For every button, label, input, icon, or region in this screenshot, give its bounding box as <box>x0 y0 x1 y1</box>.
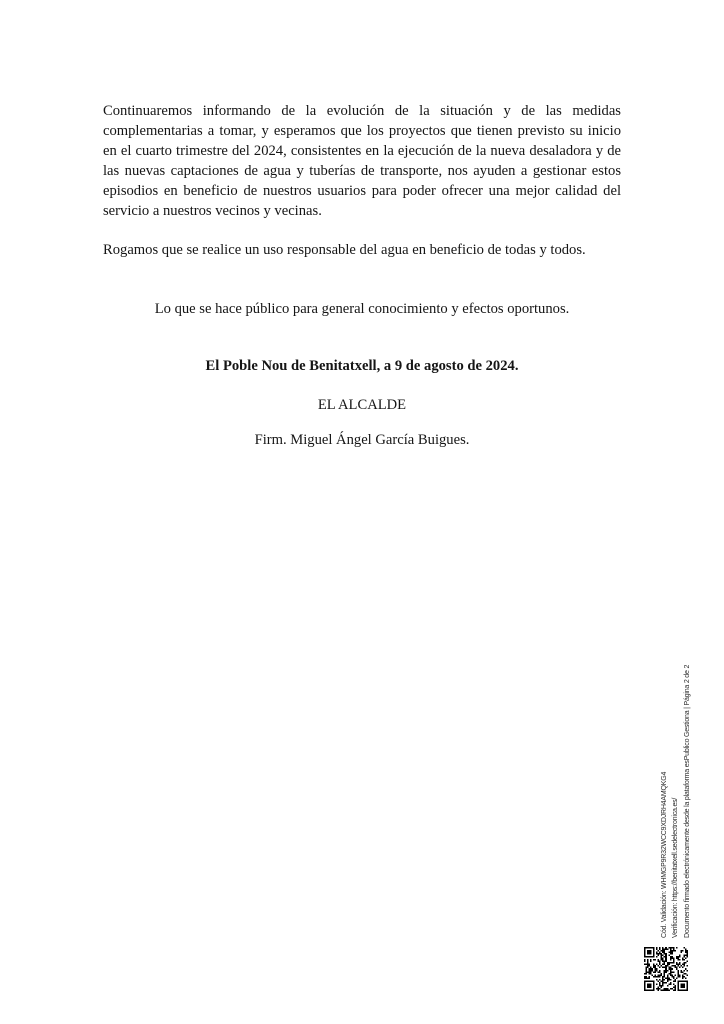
paragraph-public-notice: Lo que se hace público para general conocimiento y efectos oportunos. <box>154 301 570 317</box>
signer-title: EL ALCALDE <box>317 397 407 413</box>
paragraph-situation-update: Continuaremos informando de la evolución de la situación y de las medidas complementarias a tomar, y esperamos que los proyectos que tienen previsto su inicio en el cuarto trimestre del 2024, consistentes en la ejecución de la nueva desaladora y de las nuevas captaciones de agua y tuberías de transporte, nos ayuden a gestionar estos episodios en beneficio de nuestros usuarios para poder ofrecer una mejor calidad del servicio a nuestros vecinos y vecinas. <box>103 103 621 219</box>
signature-line: Firm. Miguel Ángel García Buigues. <box>254 432 470 448</box>
paragraph-water-request: Rogamos que se realice un uso responsable del agua en beneficio de todas y todos. <box>103 242 586 258</box>
verification-url: Verificación: https://benitatxell.sedelectronica.es/ <box>672 797 680 938</box>
date-place-line: El Poble Nou de Benitatxell, a 9 de agosto de 2024. <box>205 358 519 374</box>
platform-page-note: Documento firmado electrónicamente desde la plataforma esPublico Gestiona | Página 2 de 2 <box>683 664 691 938</box>
esignature-validation-strip <box>659 638 693 938</box>
qr-code <box>644 947 688 991</box>
validation-code: Cód. Validación: WHMGP9R32WCC9XDJRH4AMQKG4 <box>661 771 668 938</box>
